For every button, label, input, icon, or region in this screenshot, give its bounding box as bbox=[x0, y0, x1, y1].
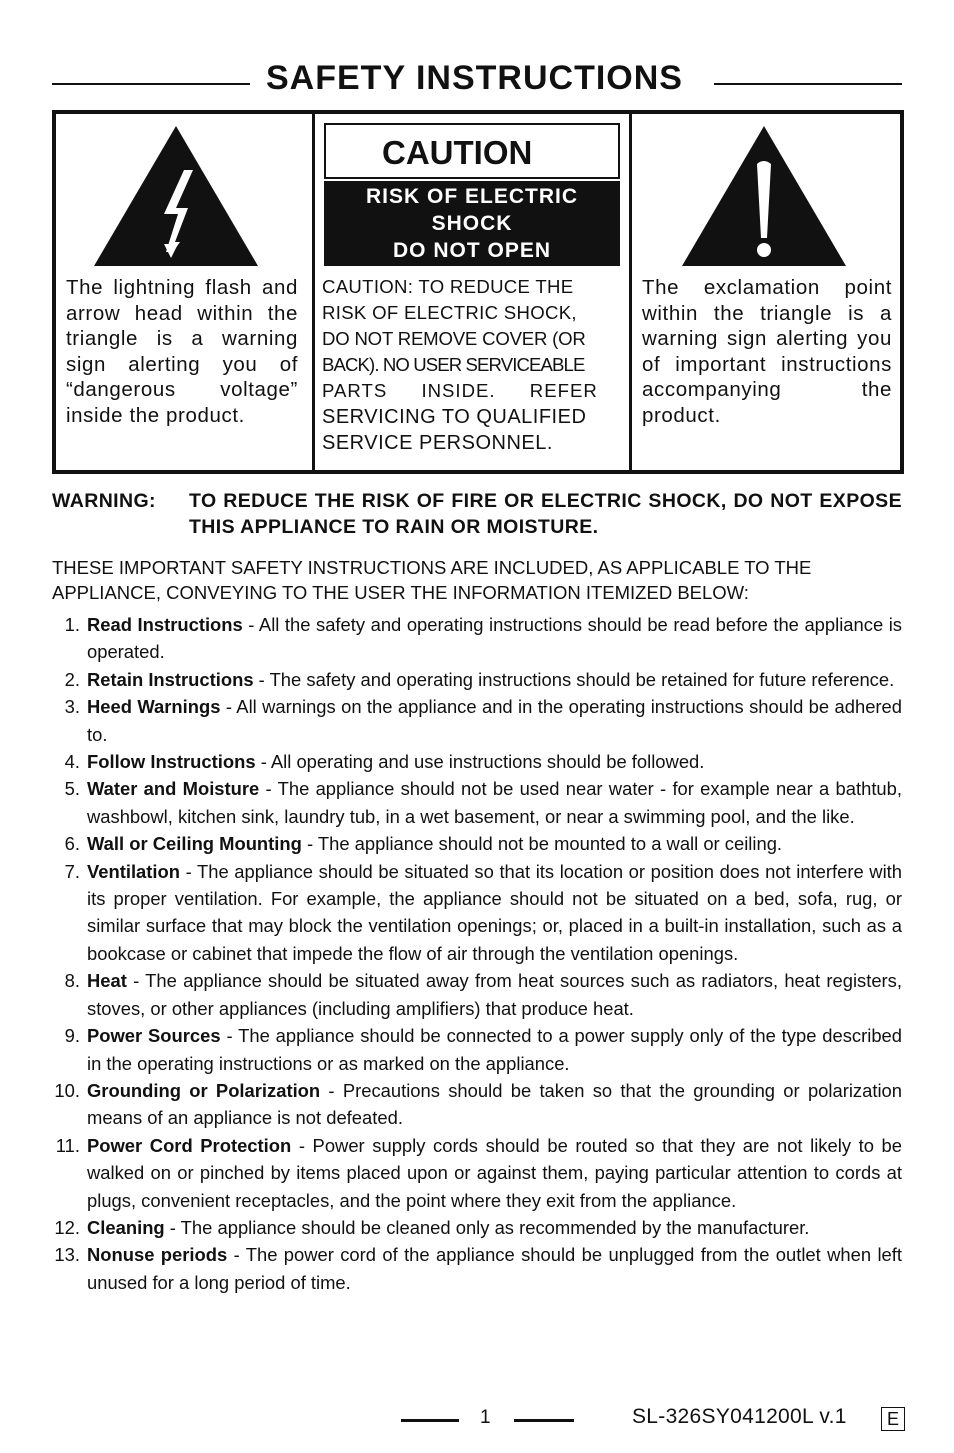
document-code: SL-326SY041200L v.1 bbox=[632, 1405, 847, 1428]
item-number: 12. bbox=[54, 1216, 80, 1238]
caution-line: RISK OF ELECTRIC SHOCK, bbox=[322, 302, 577, 323]
page-footer bbox=[0, 1405, 954, 1435]
item-number: 10. bbox=[54, 1079, 80, 1101]
list-item bbox=[52, 775, 902, 830]
item-title: Power Sources bbox=[87, 1025, 221, 1047]
item-title: Power Cord Protection bbox=[87, 1134, 292, 1156]
caution-band-line: RISK OF ELECTRIC bbox=[365, 185, 578, 208]
page-title: SAFETY INSTRUCTIONS bbox=[266, 59, 683, 97]
footer-rule-left bbox=[401, 1419, 459, 1422]
list-item bbox=[52, 967, 902, 1022]
item-text: - All the safety and operating instructions should be read before the appliance is operated. bbox=[87, 614, 902, 663]
item-title: Heat bbox=[87, 970, 127, 992]
footer-rule-right bbox=[514, 1419, 574, 1422]
exclamation-warning-icon bbox=[680, 124, 848, 268]
list-item bbox=[52, 666, 902, 693]
item-text: - The appliance should be situated away from heat sources such as radiators, heat registers, stoves, or other appliances (including amplifiers) that produce heat. bbox=[87, 970, 902, 1019]
caution-line: SERVICING TO QUALIFIED bbox=[322, 406, 587, 428]
item-text: - The appliance should be connected to a power supply only of the type described in the operating instructions or as marked on the appliance. bbox=[87, 1025, 903, 1074]
item-text: - The appliance should not be used near water - for example near a bathtub, washbowl, kitchen sink, laundry tub, in a wet basement, or near a swimming pool, and the like. bbox=[87, 778, 902, 827]
exclamation-description: The exclamation point within the triangle is a warning sign alerting you of important instructions accompanying the product. bbox=[642, 276, 892, 427]
item-title: Grounding or Polarization bbox=[87, 1079, 321, 1101]
list-item bbox=[52, 611, 902, 666]
exclamation-column bbox=[632, 114, 900, 470]
item-text: - The safety and operating instructions should be retained for future reference. bbox=[253, 668, 895, 690]
item-text: - The power cord of the appliance should be unplugged from the outlet when left unused for a long period of time. bbox=[87, 1244, 902, 1293]
page-number: 1 bbox=[480, 1407, 491, 1428]
item-number: 6. bbox=[64, 833, 80, 855]
item-title: Nonuse periods bbox=[87, 1244, 228, 1266]
item-text: - The appliance should not be mounted to a wall or ceiling. bbox=[301, 833, 783, 855]
item-title: Wall or Ceiling Mounting bbox=[87, 833, 302, 855]
list-item bbox=[52, 693, 902, 748]
item-number: 11. bbox=[55, 1134, 80, 1156]
list-item bbox=[52, 1241, 902, 1296]
caution-label bbox=[324, 123, 620, 266]
caution-line: BACK). NO USER SERVICEABLE bbox=[322, 354, 585, 375]
caution-line: SERVICE PERSONNEL. bbox=[322, 432, 553, 454]
item-text: - The appliance should be situated so that its location or position does not interfere with its proper ventilation. For example, the appliance should not be situated on a bed, sofa, rug, or similar surface that may block the ventilation openings; or, placed in a built-in installation, such as a bookcase or cabinet that impede the flow of air through the ventilation openings. bbox=[87, 860, 902, 964]
warning-label: WARNING: bbox=[52, 490, 156, 512]
caution-band bbox=[324, 181, 620, 266]
caution-description bbox=[322, 274, 622, 456]
title-rule-right bbox=[714, 83, 902, 85]
item-number: 9. bbox=[64, 1025, 80, 1047]
caution-band-line: SHOCK bbox=[431, 212, 513, 235]
warning-text: TO REDUCE THE RISK OF FIRE OR ELECTRIC SHOCK, DO NOT EXPOSE THIS APPLIANCE TO RAIN OR MOISTURE. bbox=[189, 490, 902, 538]
intro-paragraph: THESE IMPORTANT SAFETY INSTRUCTIONS ARE INCLUDED, AS APPLICABLE TO THE APPLIANCE, CONVEYING TO THE USER THE INFORMATION ITEMIZED BELOW: bbox=[52, 557, 812, 603]
item-title: Retain Instructions bbox=[87, 668, 254, 690]
list-item bbox=[52, 748, 902, 775]
list-item bbox=[52, 858, 902, 968]
item-title: Cleaning bbox=[87, 1216, 165, 1238]
item-text: - All operating and use instructions should be followed. bbox=[255, 751, 705, 773]
caution-line: PARTS INSIDE. REFER bbox=[322, 380, 598, 401]
lightning-description: The lightning flash and arrow head within the triangle is a warning sign alerting you of “dangerous voltage” inside the product. bbox=[66, 276, 298, 427]
item-number: 3. bbox=[64, 696, 80, 718]
item-title: Ventilation bbox=[87, 860, 180, 882]
caution-column bbox=[315, 114, 632, 470]
list-item bbox=[52, 1132, 902, 1214]
item-number: 4. bbox=[64, 751, 80, 773]
item-number: 1. bbox=[64, 614, 80, 635]
instruction-list bbox=[52, 611, 902, 1296]
item-text: - The appliance should be cleaned only as recommended by the manufacturer. bbox=[164, 1216, 810, 1238]
item-text: - All warnings on the appliance and in the operating instructions should be adhered to. bbox=[87, 696, 902, 745]
list-item bbox=[52, 830, 902, 857]
item-number: 8. bbox=[64, 970, 80, 992]
caution-line: DO NOT REMOVE COVER (OR bbox=[322, 328, 586, 349]
item-number: 2. bbox=[64, 668, 80, 690]
list-item bbox=[52, 1214, 902, 1241]
item-title: Water and Moisture bbox=[87, 778, 260, 800]
item-number: 7. bbox=[64, 860, 80, 882]
list-item bbox=[52, 1022, 902, 1077]
list-item bbox=[52, 1077, 902, 1132]
caution-panel bbox=[52, 110, 904, 474]
lightning-warning-icon bbox=[92, 124, 260, 268]
caution-band-line: DO NOT OPEN bbox=[392, 239, 551, 262]
lightning-column bbox=[56, 114, 315, 470]
title-rule-left bbox=[52, 83, 250, 85]
caution-heading: CAUTION bbox=[324, 123, 620, 179]
title-row bbox=[52, 58, 902, 98]
item-number: 13. bbox=[54, 1244, 80, 1266]
caution-line: CAUTION: TO REDUCE THE bbox=[322, 276, 574, 297]
item-text: - Power supply cords should be routed so that they are not likely to be walked on or pinched by items placed upon or against them, paying particular attention to cords at plugs, convenient receptacles, and the point where they exit from the appliance. bbox=[87, 1134, 902, 1211]
item-title: Read Instructions bbox=[87, 614, 243, 635]
item-text: - Precautions should be taken so that the grounding or polarization means of an appliance is not defeated. bbox=[87, 1079, 902, 1129]
item-title: Heed Warnings bbox=[87, 696, 221, 718]
item-number: 5. bbox=[64, 778, 80, 800]
language-badge: E bbox=[881, 1407, 905, 1431]
item-title: Follow Instructions bbox=[87, 751, 256, 773]
